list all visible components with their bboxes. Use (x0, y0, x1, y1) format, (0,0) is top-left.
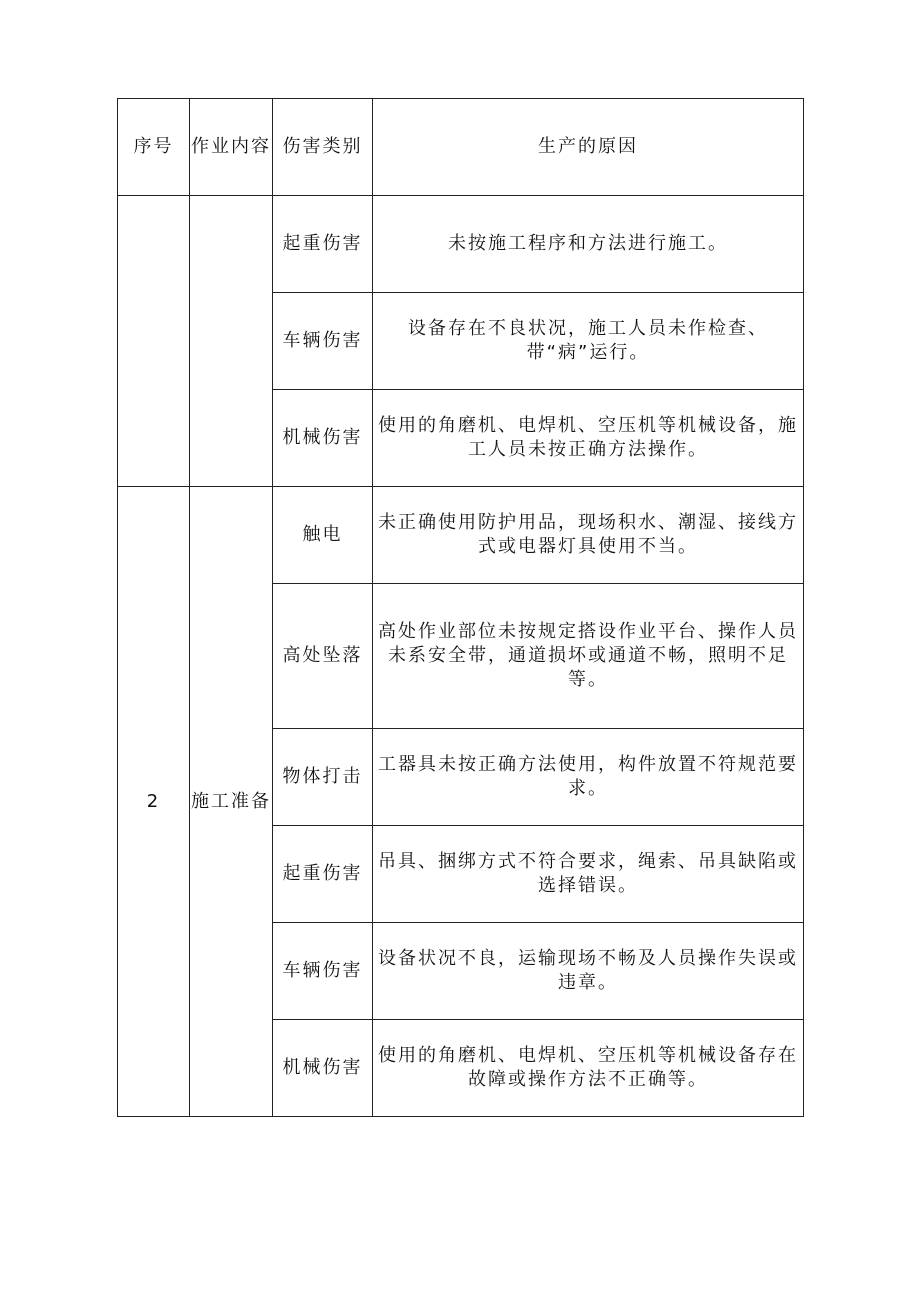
hazard-table (117, 98, 804, 1117)
hazard-cell: 触电 (273, 487, 373, 584)
table-row (118, 487, 804, 584)
header-work-content: 作业内容 (190, 99, 273, 196)
header-no: 序号 (118, 99, 190, 196)
table-header-row (118, 99, 804, 196)
header-hazard-type: 伤害类别 (273, 99, 373, 196)
cause-cell: 吊具、捆绑方式不符合要求，绳索、吊具缺陷或选择错误。 (373, 826, 804, 923)
hazard-cell: 起重伤害 (273, 196, 373, 293)
cause-cell: 未按施工程序和方法进行施工。 (373, 196, 804, 293)
hazard-cell: 高处坠落 (273, 584, 373, 729)
header-cause: 生产的原因 (373, 99, 804, 196)
hazard-cell: 机械伤害 (273, 390, 373, 487)
group1-work (190, 196, 273, 487)
group2-work: 施工准备 (190, 487, 273, 1117)
cause-cell: 工器具未按正确方法使用，构件放置不符规范要求。 (373, 729, 804, 826)
group1-no (118, 196, 190, 487)
hazard-cell: 车辆伤害 (273, 923, 373, 1020)
table-row (118, 196, 804, 293)
group2-no: 2 (118, 487, 190, 1117)
cause-cell: 高处作业部位未按规定搭设作业平台、操作人员未系安全带，通道损坏或通道不畅，照明不足等。 (373, 584, 804, 729)
cause-cell: 设备状况不良，运输现场不畅及人员操作失误或违章。 (373, 923, 804, 1020)
hazard-cell: 车辆伤害 (273, 293, 373, 390)
hazard-cell: 机械伤害 (273, 1020, 373, 1117)
cause-cell: 使用的角磨机、电焊机、空压机等机械设备，施工人员未按正确方法操作。 (373, 390, 804, 487)
hazard-cell: 物体打击 (273, 729, 373, 826)
cause-cell: 设备存在不良状况，施工人员未作检查、带“病”运行。 (373, 293, 804, 390)
hazard-cell: 起重伤害 (273, 826, 373, 923)
cause-cell: 使用的角磨机、电焊机、空压机等机械设备存在故障或操作方法不正确等。 (373, 1020, 804, 1117)
cause-cell: 未正确使用防护用品，现场积水、潮湿、接线方式或电器灯具使用不当。 (373, 487, 804, 584)
